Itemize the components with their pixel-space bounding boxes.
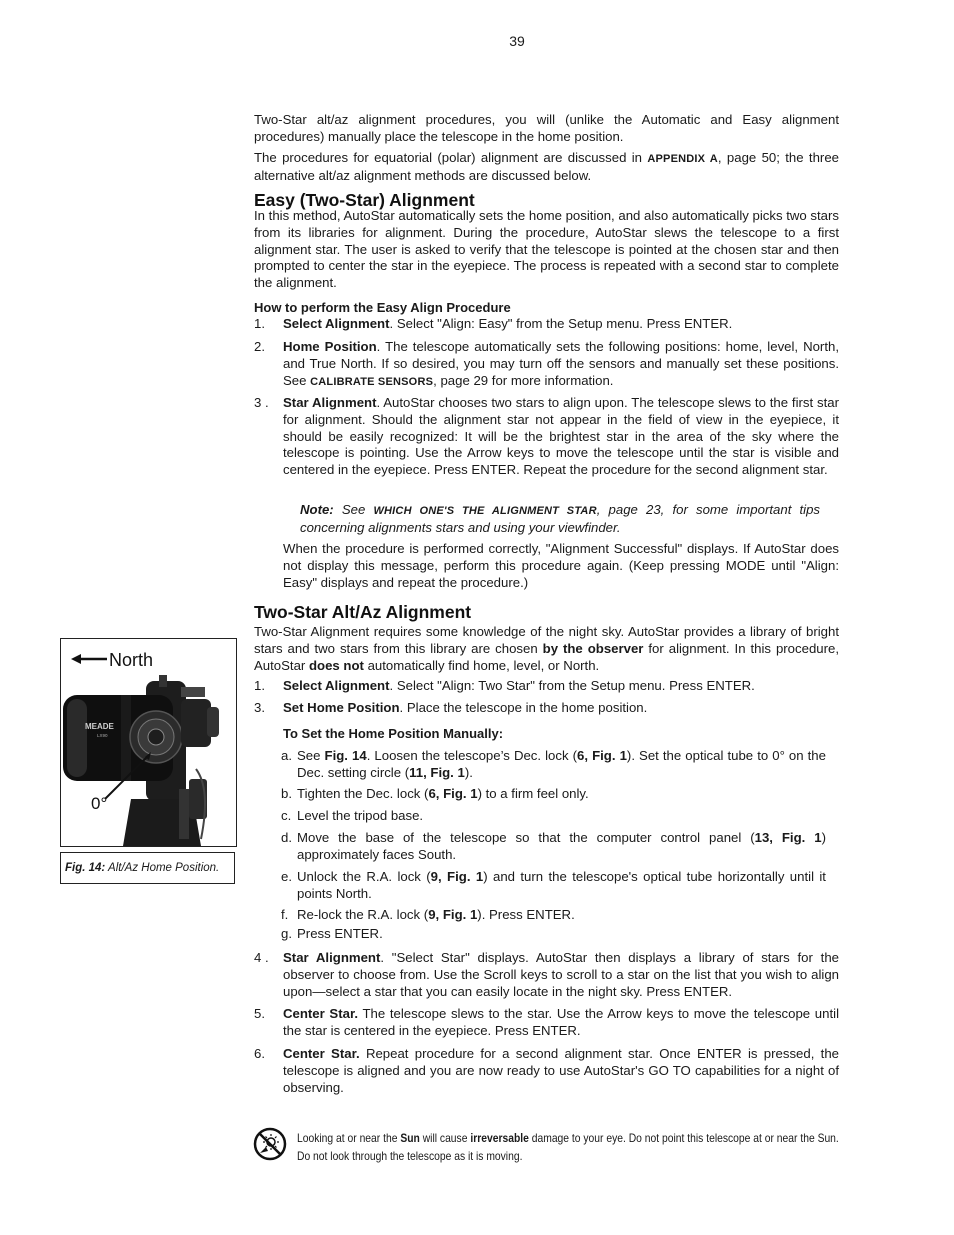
list-item: 6. Center Star. Repeat procedure for a second alignment star. Once ENTER is pressed, the telescope is aligned and you are now ready to use AutoStar's GO TO capabilities for a night of observing.: [254, 1046, 839, 1095]
figure-14-caption: Fig. 14: Alt/Az Home Position.: [60, 852, 235, 884]
list-item: 2. Home Position. The telescope automatically sets the following positions: home, level, North, and True North. If so desired, you may turn off the sensors and manually set these positions. See CALIBRATE SENSORS, page 29 for more information.: [254, 339, 839, 388]
tube-brand: MEADE: [85, 722, 114, 731]
list-item: 1. Select Alignment. Select "Align: Two Star" from the Setup menu. Press ENTER.: [254, 678, 755, 693]
tube-model: LX90: [97, 733, 108, 738]
list-item: 5. Center Star. The telescope slews to the star. Use the Arrow keys to move the telescope until the star is centered in the eyepiece. Press ENTER.: [254, 1006, 839, 1038]
manual-home-heading: To Set the Home Position Manually:: [283, 726, 504, 741]
alignment-star-note: Note: See WHICH ONE'S THE ALIGNMENT STAR, page 23, for some important tips concerning alignments stars and using your viewfinder.: [300, 502, 821, 535]
list-item: e. Unlock the R.A. lock (9, Fig. 1) and turn the telescope's optical tube horizontally until it points North.: [281, 869, 826, 901]
north-label: North: [109, 650, 154, 670]
list-item: a. See Fig. 14. Loosen the telescope’s Dec. lock (6, Fig. 1). Set the optical tube to 0° on the Dec. setting circle (11, Fig. 1).: [281, 748, 826, 780]
two-star-paragraph: Two-Star Alignment requires some knowledge of the night sky. AutoStar provides a library of bright stars and two stars from this library are chosen by the observer for alignment. In this procedure, AutoStar does not automatically find home, level, or North.: [254, 624, 839, 673]
list-item: c. Level the tripod base.: [281, 808, 424, 823]
intro-paragraph-2: The procedures for equatorial (polar) alignment are discussed in APPENDIX A, page 50; the three alternative alt/az alignment methods are discussed below.: [254, 150, 839, 183]
figure-14-telescope: [60, 638, 237, 847]
two-star-heading: Two-Star Alt/Az Alignment: [254, 602, 472, 622]
easy-alignment-paragraph: In this method, AutoStar automatically sets the home position, and also automatically picks two stars from its libraries for alignment. During the procedure, AutoStar slews the telescope to a first alignment star. The user is asked to verify that the telescope is pointed at the chosen star and then prompted to center the star in the eyepiece. The process is repeated with a second star to complete the alignment.: [254, 208, 839, 291]
north-arrow-head: [71, 654, 81, 664]
list-item: 4 . Star Alignment. "Select Star" displays. AutoStar then displays a library of stars for the observer to choose from. Use the Scroll keys to scroll to a star on the list that you wish to align upon—select a star that you can easily locate in the night sky. Press ENTER.: [254, 950, 839, 999]
no-sun-warning-icon: [253, 1127, 287, 1161]
list-item: b. Tighten the Dec. lock (6, Fig. 1) to a firm feel only.: [281, 786, 589, 801]
sun-warning-text: Looking at or near the Sun will cause irreversable damage to your eye. Do not point this telescope at or near the Sun. Do not look through the telescope as it is moving.: [297, 1131, 839, 1163]
intro-paragraph-1: Two-Star alt/az alignment procedures, you will (unlike the Automatic and Easy alignment procedures) manually place the telescope in the home position.: [254, 112, 839, 144]
degree-label: 0°: [91, 794, 108, 813]
list-item: f. Re-lock the R.A. lock (9, Fig. 1). Press ENTER.: [281, 907, 575, 922]
easy-align-subheading: How to perform the Easy Align Procedure: [254, 300, 511, 315]
telescope-illustration: [61, 639, 236, 846]
list-item: 1. Select Alignment. Select "Align: Easy" from the Setup menu. Press ENTER.: [254, 316, 733, 331]
list-item: d. Move the base of the telescope so that the computer control panel (13, Fig. 1) approximately faces South.: [281, 830, 826, 862]
page-number: 39: [509, 33, 525, 49]
list-item: 3. Set Home Position. Place the telescope in the home position.: [254, 700, 648, 715]
list-item: g. Press ENTER.: [281, 926, 383, 941]
easy-alignment-result: When the procedure is performed correctly, "Alignment Successful" displays. If AutoStar does not display this message, perform this procedure again. (Keep pressing MODE until "Align: Easy" displays and repeat the procedure.): [283, 541, 839, 590]
list-item: 3 . Star Alignment. AutoStar chooses two stars to align upon. The telescope slews to the first star for alignment. Should the alignment star not appear in the field of view in the eyepiece, it should be easily recognized: It will be the brightest star in the area of the sky where the telescope is pointing. Use the Arrow keys to move the telescope until the star is visible and centered in the eyepiece. Press ENTER. Repeat the procedure for the second alignment star.: [254, 395, 839, 478]
easy-alignment-heading: Easy (Two-Star) Alignment: [254, 190, 475, 210]
